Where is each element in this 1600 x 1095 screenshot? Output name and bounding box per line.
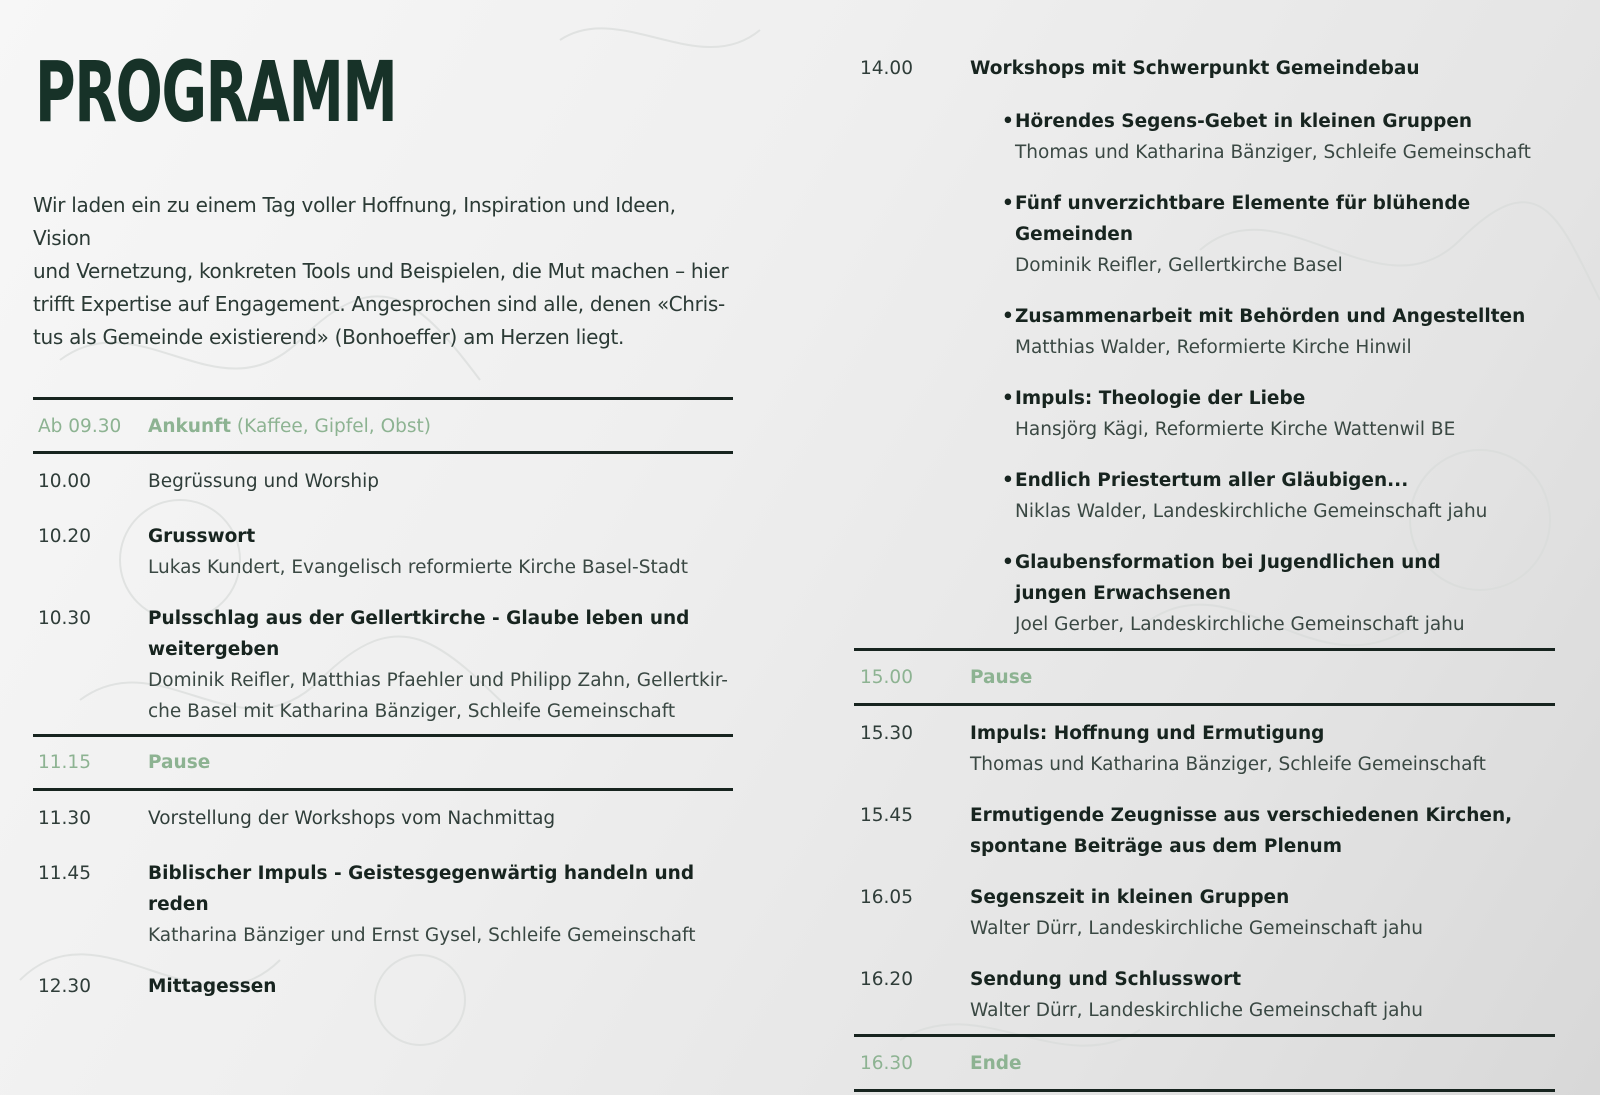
intro-paragraph [33,189,733,354]
divider [854,648,1555,651]
time: 16.05 [860,887,913,908]
schedule-row-hoffnung [855,718,1555,780]
item-detail: (Kaffee, Gipfel, Obst) [236,416,431,437]
divider [33,734,733,737]
time: 15.45 [860,805,913,826]
schedule-row-pause [855,662,1555,693]
item-title: Segenszeit in kleinen Gruppen [970,887,1290,908]
workshop-item [1002,547,1555,640]
item-title: Mittagessen [148,976,277,997]
time: 10.30 [38,608,91,629]
item-title: Sendung und Schlusswort [970,969,1242,990]
divider [854,1034,1555,1037]
item-speaker: Dominik Reifler, Matthias Pfaehler und Philipp Zahn, Gellertkir- [148,670,728,691]
intro-line: trifft Expertise auf Engagement. Angesprochen sind alle, denen «Chris- [33,292,725,316]
item-title: spontane Beiträge aus dem Plenum [970,836,1342,857]
schedule-row-zeugnisse [855,800,1555,862]
item-speaker: Thomas und Katharina Bänziger, Schleife Gemeinschaft [970,754,1486,775]
page-title: PROGRAMM [35,43,397,141]
divider [33,397,733,400]
item-title: Ende [970,1053,1022,1074]
workshop-item [1002,106,1555,168]
divider [33,788,733,791]
workshop-title: Fünf unverzichtbare Elemente für blühende Gemeinden [1015,193,1471,245]
schedule-row-pause [33,747,733,778]
divider [854,703,1555,706]
workshop-speaker: Niklas Walder, Landeskirchliche Gemeinschaft jahu [1015,501,1488,522]
workshop-title: Glaubensformation bei Jugendlichen und [1015,552,1441,573]
item-speaker: Lukas Kundert, Evangelisch reformierte Kirche Basel-Stadt [148,557,689,578]
time: 12.30 [38,976,91,997]
schedule-row-workshops [855,53,1555,84]
schedule-row-segenszeit [855,882,1555,944]
schedule-row-ende [855,1048,1555,1079]
time: 16.30 [860,1053,913,1074]
schedule-row-impuls [33,858,733,951]
item-title: weitergeben [148,639,280,660]
item-title: Begrüssung und Worship [148,471,379,492]
bullet-icon: • [1002,470,1014,491]
time: 16.20 [860,969,913,990]
schedule-row-arrival [33,411,733,442]
workshop-item [1002,188,1555,281]
item-title: Pause [970,667,1033,688]
intro-line: und Vernetzung, konkreten Tools und Beispielen, die Mut machen – hier [33,259,729,283]
workshop-speaker: Matthias Walder, Reformierte Kirche Hinwil [1015,337,1412,358]
bullet-icon: • [1002,306,1014,327]
workshop-item [1002,383,1555,445]
bullet-icon: • [1002,193,1014,214]
time: 11.15 [38,752,91,773]
time: 14.00 [860,58,913,79]
time: 15.30 [860,723,913,744]
item-speaker: Walter Dürr, Landeskirchliche Gemeinschaft jahu [970,918,1423,939]
item-title: Grusswort [148,526,256,547]
item-title: Ermutigende Zeugnisse aus verschiedenen Kirchen, [970,805,1513,826]
workshop-title: Zusammenarbeit mit Behörden und Angestellten [1015,306,1526,327]
item-title: Biblischer Impuls - Geistesgegenwärtig handeln und reden [148,863,695,915]
workshop-speaker: Dominik Reifler, Gellertkirche Basel [1015,255,1343,276]
workshop-title: Impuls: Theologie der Liebe [1015,388,1306,409]
time: 15.00 [860,667,913,688]
divider [33,451,733,454]
bullet-icon: • [1002,111,1014,132]
time: 10.00 [38,471,91,492]
workshop-title: Hörendes Segens-Gebet in kleinen Gruppen [1015,111,1473,132]
time: Ab 09.30 [38,416,122,437]
schedule-afternoon [855,53,1555,1092]
workshop-speaker: Thomas und Katharina Bänziger, Schleife Gemeinschaft [1015,142,1531,163]
workshop-speaker: Hansjörg Kägi, Reformierte Kirche Wattenwil BE [1015,419,1456,440]
schedule-row-pulsschlag [33,603,733,727]
item-title: Workshops mit Schwerpunkt Gemeindebau [970,58,1420,79]
schedule-row-mittag [33,971,733,1002]
bullet-icon: • [1002,388,1014,409]
intro-line: Wir laden ein zu einem Tag voller Hoffnung, Inspiration und Ideen, Vision [33,193,676,250]
item-speaker: Walter Dürr, Landeskirchliche Gemeinschaft jahu [970,1000,1423,1021]
divider [854,1089,1555,1092]
time: 11.45 [38,863,91,884]
workshop-title: jungen Erwachsenen [1015,583,1232,604]
intro-line: tus als Gemeinde existierend» (Bonhoeffer) am Herzen liegt. [33,325,625,349]
item-title: Pulsschlag aus der Gellertkirche - Glaube leben und [148,608,690,629]
schedule-morning [33,397,733,1002]
schedule-row-grusswort [33,521,733,583]
workshop-title: Endlich Priestertum aller Gläubigen... [1015,470,1409,491]
schedule-row-welcome [33,466,733,497]
workshop-item [1002,301,1555,363]
item-title: Pause [148,752,211,773]
item-title: Ankunft [148,416,232,437]
item-title: Impuls: Hoffnung und Ermutigung [970,723,1325,744]
item-speaker: che Basel mit Katharina Bänziger, Schleife Gemeinschaft [148,701,676,722]
time: 10.20 [38,526,91,547]
workshop-speaker: Joel Gerber, Landeskirchliche Gemeinschaft jahu [1015,614,1465,635]
workshop-item [1002,465,1555,527]
item-speaker: Katharina Bänziger und Ernst Gysel, Schleife Gemeinschaft [148,925,696,946]
schedule-row-vorstellung [33,803,733,834]
schedule-row-sendung [855,964,1555,1026]
time: 11.30 [38,808,91,829]
workshop-list [1002,106,1555,640]
item-title: Vorstellung der Workshops vom Nachmittag [148,808,556,829]
bullet-icon: • [1002,552,1014,573]
